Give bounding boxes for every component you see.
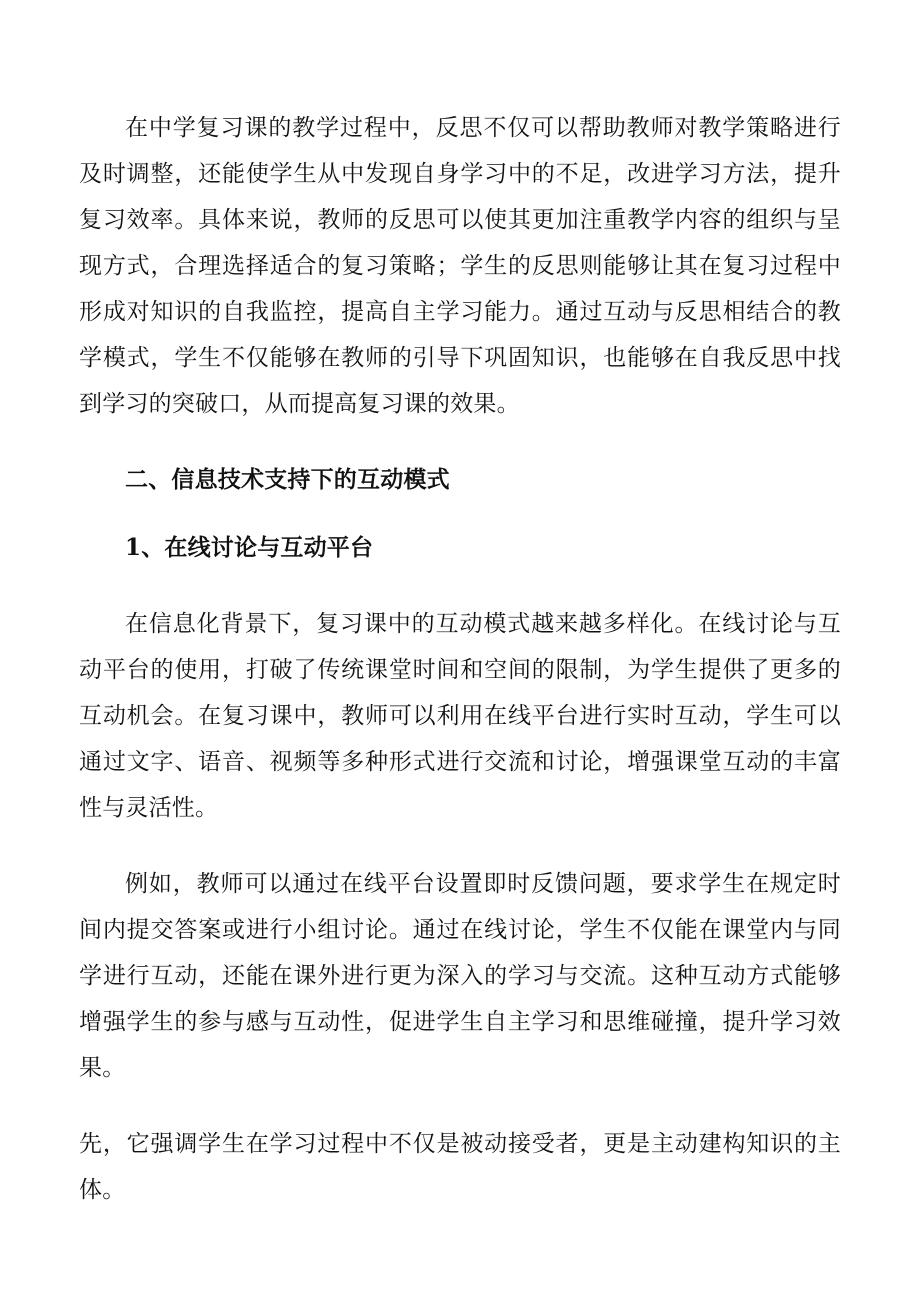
paragraph-example: 例如，教师可以通过在线平台设置即时反馈问题，要求学生在规定时间内提交答案或进行小组讨论。通过在线讨论，学生不仅能在课堂内与同学进行互动，还能在课外进行更为深入的学习与交流。这种互动方式能够增强学生的参与感与互动性，促进学生自主学习和思维碰撞，提升学习效果。 [79,871,841,1081]
section-heading-info-tech: 二、信息技术支持下的互动模式 [125,466,450,493]
paragraph-reflection: 在中学复习课的教学过程中，反思不仅可以帮助教师对教学策略进行及时调整，还能使学生从中发现自身学习中的不足，改进学习方法，提升复习效率。具体来说，教师的反思可以使其更加注重教学内容的组织与呈现方式，合理选择适合的复习策略；学生的反思则能够让其在复习过程中形成对知识的自我监控，提高自主学习能力。通过互动与反思相结合的教学模式，学生不仅能够在教师的引导下巩固知识，也能够在自我反思中找到学习的突破口，从而提高复习课的效果。 [79,115,841,417]
subsection-heading-online-platform: 1、在线讨论与互动平台 [125,534,374,561]
paragraph-online-interaction: 在信息化背景下，复习课中的互动模式越来越多样化。在线讨论与互动平台的使用，打破了传统课堂时间和空间的限制，为学生提供了更多的互动机会。在复习课中，教师可以利用在线平台进行实时互动，学生可以通过文字、语音、视频等多种形式进行交流和讨论，增强课堂互动的丰富性与灵活性。 [79,611,841,821]
document-body [79,105,841,1213]
paragraph-continuation: 先，它强调学生在学习过程中不仅是被动接受者，更是主动建构知识的主体。 [79,1131,841,1203]
